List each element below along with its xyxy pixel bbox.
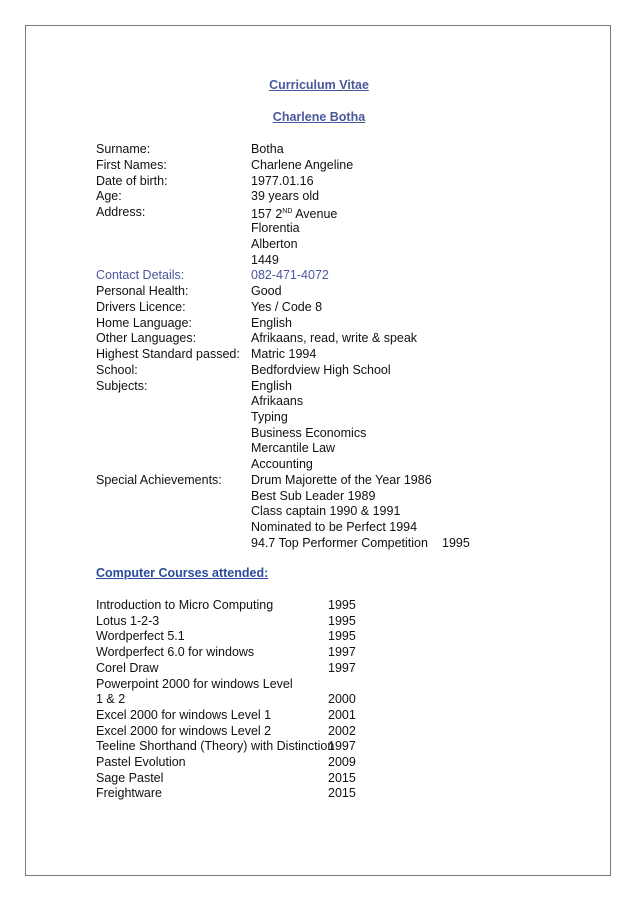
row-label: Home Language: bbox=[96, 316, 192, 330]
row-label: Special Achievements: bbox=[96, 473, 222, 487]
row-value: Alberton bbox=[251, 237, 298, 251]
row-label: Personal Health: bbox=[96, 284, 189, 298]
achievement-year: 1995 bbox=[442, 536, 470, 550]
contact-number: 082-471-4072 bbox=[251, 268, 329, 282]
subject-item: Mercantile Law bbox=[251, 441, 336, 455]
achievement-item: Best Sub Leader 1989 bbox=[251, 489, 376, 503]
subject-item: Business Economics bbox=[251, 426, 367, 440]
row-value: 1977.01.16 bbox=[251, 174, 314, 188]
row-label: Highest Standard passed: bbox=[96, 347, 240, 361]
row-value: Charlene Angeline bbox=[251, 158, 354, 172]
row-label: Date of birth: bbox=[96, 174, 168, 188]
course-year: 1995 bbox=[328, 598, 356, 612]
address-ordinal: ND bbox=[282, 208, 293, 215]
achievement-item: Drum Majorette of the Year 1986 bbox=[251, 473, 432, 487]
course-year: 1995 bbox=[328, 629, 356, 643]
course-year: 2015 bbox=[328, 771, 356, 785]
course-name: Wordperfect 5.1 bbox=[96, 629, 185, 643]
course-name: Excel 2000 for windows Level 1 bbox=[96, 708, 272, 722]
row-label: Other Languages: bbox=[96, 331, 197, 345]
achievement-item: Nominated to be Perfect 1994 bbox=[251, 520, 418, 534]
row-value: Matric 1994 bbox=[251, 347, 317, 361]
course-year: 2009 bbox=[328, 755, 356, 769]
person-name: Charlene Botha bbox=[272, 110, 366, 124]
row-label: Age: bbox=[96, 189, 122, 203]
course-name: Excel 2000 for windows Level 2 bbox=[96, 724, 272, 738]
course-year: 1997 bbox=[328, 739, 356, 753]
row-value: Florentia bbox=[251, 221, 300, 235]
row-value: 1449 bbox=[251, 253, 279, 267]
course-year: 2000 bbox=[328, 692, 356, 706]
course-year: 1997 bbox=[328, 661, 356, 675]
row-label: Contact Details: bbox=[96, 268, 185, 282]
course-name: 1 & 2 bbox=[96, 692, 126, 706]
subject-item: Accounting bbox=[251, 457, 313, 471]
address-street-name: Avenue bbox=[292, 207, 338, 222]
course-name: Corel Draw bbox=[96, 661, 159, 675]
achievement-item: 94.7 Top Performer Competition bbox=[251, 536, 428, 550]
row-value: Botha bbox=[251, 142, 284, 156]
courses-heading: Computer Courses attended: bbox=[96, 566, 269, 580]
row-value: Yes / Code 8 bbox=[251, 300, 323, 314]
row-value: 39 years old bbox=[251, 189, 320, 203]
row-value: English bbox=[251, 316, 292, 330]
row-label: Subjects: bbox=[96, 379, 148, 393]
course-year: 2002 bbox=[328, 724, 356, 738]
document-title: Curriculum Vitae bbox=[269, 78, 369, 92]
course-year: 2001 bbox=[328, 708, 356, 722]
course-name: Lotus 1-2-3 bbox=[96, 614, 160, 628]
course-name: Teeline Shorthand (Theory) with Distinction bbox=[96, 739, 335, 753]
row-value: Good bbox=[251, 284, 282, 298]
subject-item: English bbox=[251, 379, 292, 393]
course-name: Freightware bbox=[96, 786, 162, 800]
row-label: Drivers Licence: bbox=[96, 300, 186, 314]
achievement-item: Class captain 1990 & 1991 bbox=[251, 504, 401, 518]
address-number: 157 2 bbox=[251, 207, 283, 222]
course-name: Wordperfect 6.0 for windows bbox=[96, 645, 255, 659]
course-name: Powerpoint 2000 for windows Level bbox=[96, 677, 293, 691]
course-year: 2015 bbox=[328, 786, 356, 800]
row-label: Address: bbox=[96, 205, 146, 219]
subject-item: Afrikaans bbox=[251, 394, 304, 408]
course-name: Pastel Evolution bbox=[96, 755, 186, 769]
course-year: 1997 bbox=[328, 645, 356, 659]
course-name: Introduction to Micro Computing bbox=[96, 598, 274, 612]
row-label: Surname: bbox=[96, 142, 151, 156]
row-label: First Names: bbox=[96, 158, 167, 172]
course-year: 1995 bbox=[328, 614, 356, 628]
course-name: Sage Pastel bbox=[96, 771, 164, 785]
row-value: Afrikaans, read, write & speak bbox=[251, 331, 418, 345]
subject-item: Typing bbox=[251, 410, 288, 424]
row-label: School: bbox=[96, 363, 138, 377]
row-value: Bedfordview High School bbox=[251, 363, 391, 377]
